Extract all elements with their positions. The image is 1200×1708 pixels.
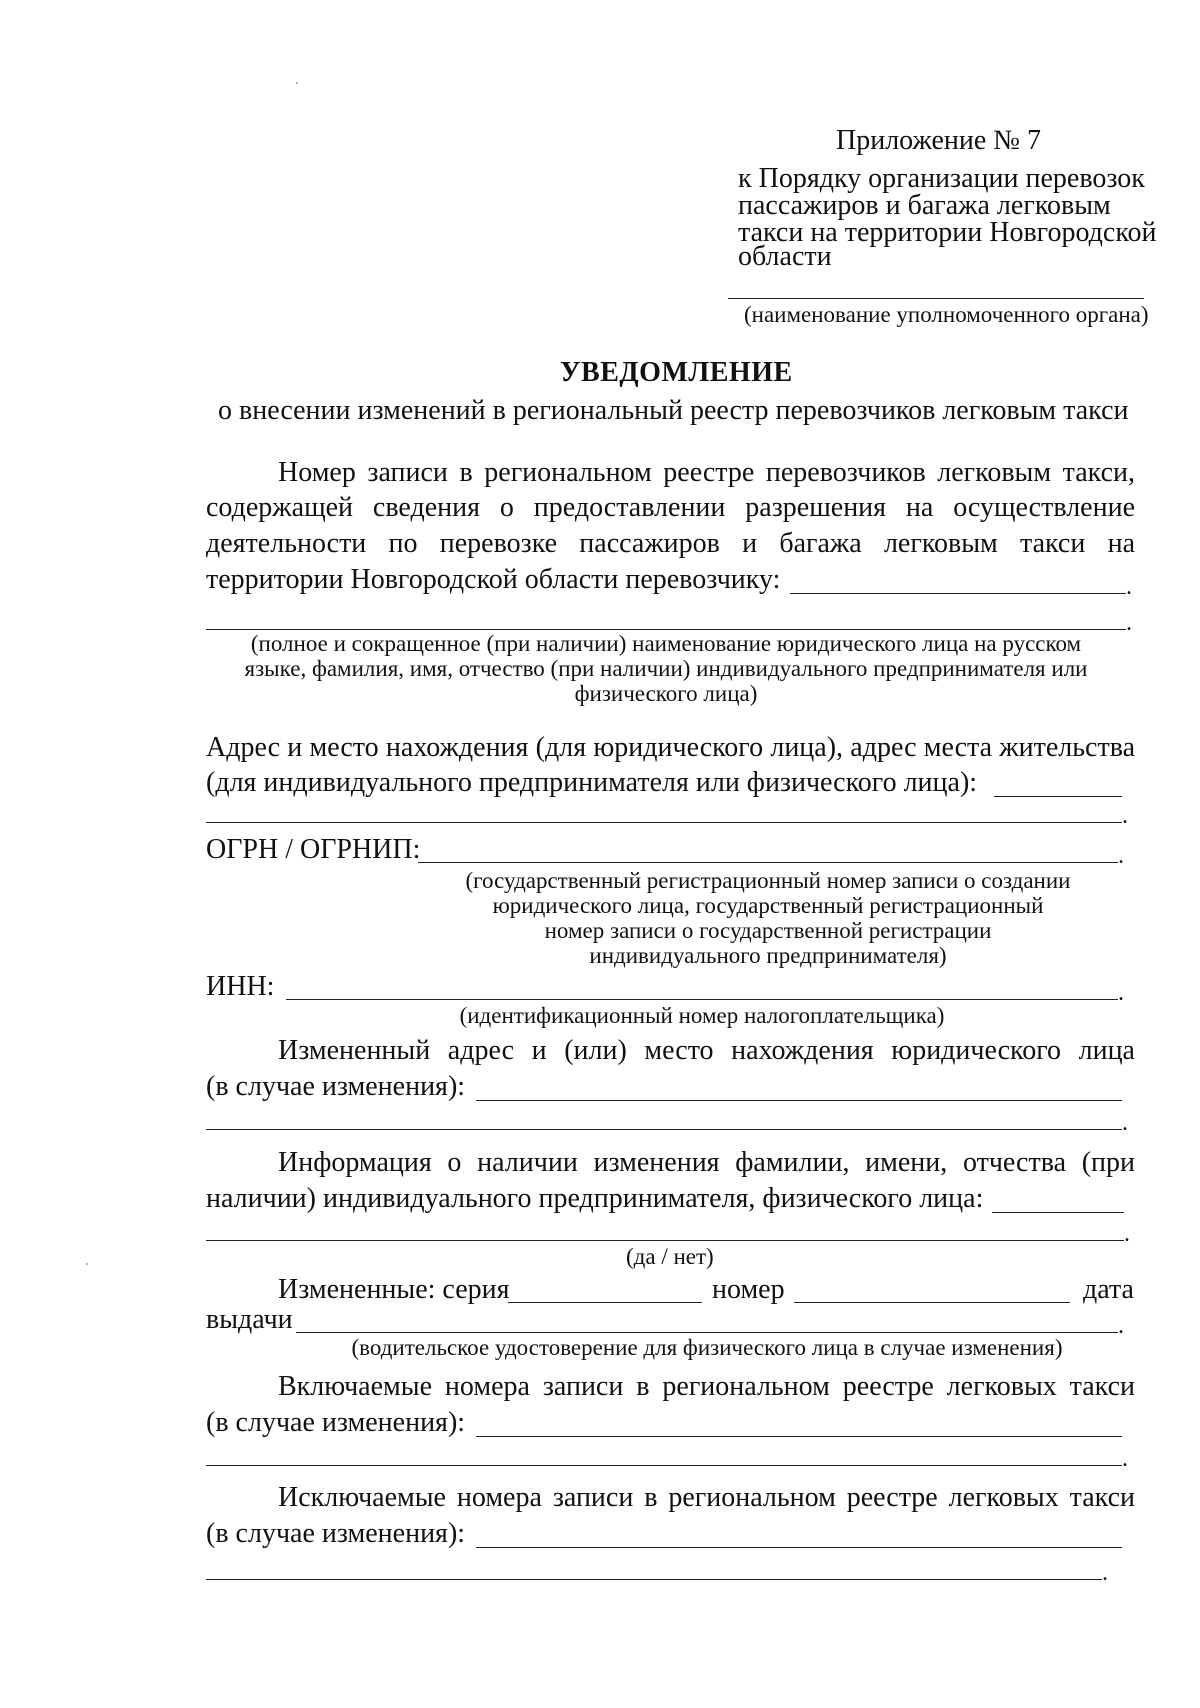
license-issue-label: выдачи bbox=[206, 1304, 293, 1335]
excluded-records-field[interactable] bbox=[476, 1547, 1122, 1548]
changed-address-field-continued[interactable] bbox=[206, 1129, 1122, 1130]
address-field-continued[interactable] bbox=[206, 822, 1122, 823]
address-paragraph-line: Адрес и место нахождения (для юридического лица), адрес места жительства bbox=[206, 732, 1135, 763]
appendix-reference-line: к Порядку организации перевозок bbox=[738, 163, 1145, 194]
document-subtitle: о внесении изменений в региональный реестр перевозчиков легковым такси bbox=[218, 395, 1129, 426]
document-title: УВЕДОМЛЕНИЕ bbox=[560, 357, 793, 388]
excluded-records-field-continued[interactable] bbox=[206, 1579, 1102, 1580]
carrier-record-number-field[interactable] bbox=[790, 593, 1126, 594]
ogrn-label: ОГРН / ОГРНИП: bbox=[206, 834, 421, 865]
address-paragraph-line: (для индивидуального предпринимателя или физического лица): bbox=[206, 767, 978, 798]
record-paragraph-line: деятельности по перевозке пассажиров и багажа легковым такси на bbox=[206, 528, 1135, 559]
name-change-line: Информация о наличии изменения фамилии, имени, отчества (при bbox=[278, 1147, 1135, 1178]
period: . bbox=[1118, 1313, 1124, 1339]
period: . bbox=[1126, 574, 1132, 600]
ogrn-field[interactable] bbox=[418, 862, 1118, 863]
ogrn-caption: юридического лица, государственный регистрационный bbox=[492, 893, 1044, 918]
period: . bbox=[1122, 1446, 1128, 1472]
license-number-label: номер bbox=[712, 1274, 785, 1305]
scan-speck bbox=[86, 1263, 88, 1265]
changed-address-field[interactable] bbox=[476, 1100, 1122, 1101]
carrier-name-caption: (полное и сокращенное (при наличии) наименование юридического лица на русском bbox=[250, 631, 1082, 656]
license-issue-date-field[interactable] bbox=[296, 1332, 1118, 1333]
ogrn-caption: номер записи о государственной регистрации bbox=[544, 918, 992, 943]
period: . bbox=[1124, 1221, 1130, 1247]
included-records-field-continued[interactable] bbox=[206, 1465, 1122, 1466]
scan-speck bbox=[296, 82, 298, 84]
included-records-line: (в случае изменения): bbox=[206, 1407, 466, 1438]
period: . bbox=[1118, 843, 1124, 869]
record-paragraph-line: содержащей сведения о предоставлении разрешения на осуществление bbox=[206, 492, 1135, 523]
name-change-field[interactable] bbox=[992, 1212, 1124, 1213]
authority-name-field[interactable] bbox=[728, 298, 1144, 299]
record-paragraph-line: территории Новгородской области перевозчику: bbox=[206, 564, 781, 595]
period: . bbox=[1126, 610, 1132, 636]
ogrn-caption: (государственный регистрационный номер записи о создании bbox=[465, 868, 1071, 893]
period: . bbox=[1118, 980, 1124, 1006]
name-change-line: наличии) индивидуального предпринимателя, физического лица: bbox=[206, 1183, 984, 1214]
excluded-records-line: (в случае изменения): bbox=[206, 1518, 466, 1549]
excluded-records-line: Исключаемые номера записи в региональном реестре легковых такси bbox=[278, 1482, 1135, 1513]
ogrn-caption: индивидуального предпринимателя) bbox=[589, 943, 947, 968]
inn-caption: (идентификационный номер налогоплательщика) bbox=[459, 1003, 945, 1028]
name-change-field-continued[interactable] bbox=[206, 1240, 1124, 1241]
appendix-reference-line: пассажиров и багажа легковым bbox=[738, 190, 1111, 221]
license-series-field[interactable] bbox=[508, 1302, 702, 1303]
carrier-name-caption: физического лица) bbox=[574, 681, 758, 706]
record-paragraph-line: Номер записи в региональном реестре перевозчиков легковым такси, bbox=[278, 457, 1135, 488]
yes-no-caption: (да / нет) bbox=[626, 1244, 714, 1269]
license-date-label: дата bbox=[1083, 1274, 1134, 1305]
included-records-field[interactable] bbox=[476, 1436, 1122, 1437]
carrier-name-caption: языке, фамилия, имя, отчество (при наличии) индивидуального предпринимателя или bbox=[244, 656, 1088, 681]
license-caption: (водительское удостоверение для физического лица в случае изменения) bbox=[351, 1335, 1063, 1360]
changed-address-line: (в случае изменения): bbox=[206, 1071, 466, 1102]
appendix-reference-line: области bbox=[738, 241, 832, 272]
period: . bbox=[1102, 1560, 1108, 1586]
inn-field[interactable] bbox=[286, 999, 1118, 1000]
appendix-reference-line: такси на территории Новгородской bbox=[738, 217, 1157, 248]
inn-label: ИНН: bbox=[206, 971, 275, 1002]
period: . bbox=[1122, 1110, 1128, 1136]
license-number-field[interactable] bbox=[794, 1302, 1070, 1303]
changed-address-line: Измененный адрес и (или) место нахождения юридического лица bbox=[278, 1035, 1135, 1066]
period: . bbox=[1122, 803, 1128, 829]
address-field[interactable] bbox=[994, 796, 1122, 797]
license-series-label: Измененные: серия bbox=[278, 1274, 510, 1305]
appendix-number: Приложение № 7 bbox=[836, 125, 1041, 156]
authority-name-caption: (наименование уполномоченного органа) bbox=[744, 302, 1149, 327]
included-records-line: Включаемые номера записи в региональном реестре легковых такси bbox=[278, 1371, 1135, 1402]
carrier-name-field[interactable] bbox=[206, 629, 1126, 630]
